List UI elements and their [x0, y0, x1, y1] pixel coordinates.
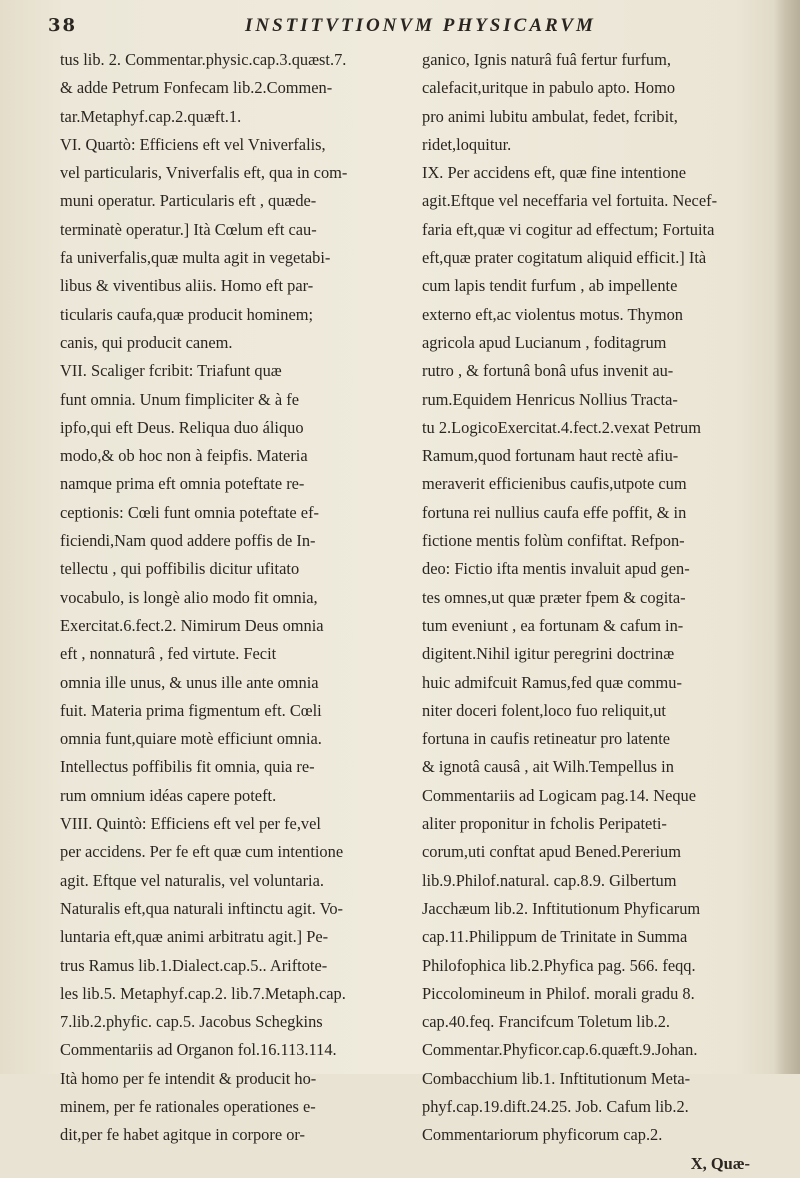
text-line: Commentariis ad Organon fol.16.113.114.: [60, 1040, 337, 1060]
page-number: 38: [48, 15, 78, 36]
text-line: phyf.cap.19.dift.24.25. Job. Cafum lib.2.: [422, 1096, 689, 1116]
text-line: luntaria eft,quæ animi arbitratu agit.] Pe-: [60, 927, 329, 947]
text-line: ticularis caufa,quæ producit hominem;: [60, 304, 314, 324]
text-line: deo: Fictio ifta mentis invaluit apud gen-: [422, 559, 690, 579]
text-line: fictione mentis folùm confiftat. Refpon-: [422, 531, 685, 551]
text-line: corum,uti conftat apud Bened.Pererium: [422, 842, 681, 862]
text-line: fortuna rei nullius caufa effe poffit, & in: [422, 502, 687, 522]
text-line: vocabulo, is longè alio modo fit omnia,: [60, 587, 318, 607]
text-line: calefacit,uritque in pabulo apto. Homo: [422, 78, 676, 98]
text-line: ridet,loquitur.: [422, 134, 512, 154]
text-line: cap.11.Philippum de Trinitate in Summa: [422, 927, 688, 947]
text-line: trus Ramus lib.1.Dialect.cap.5.. Ariftote-: [60, 955, 328, 975]
text-line: libus & viventibus aliis. Homo eft par-: [60, 276, 314, 296]
text-line: funt omnia. Unum fimpliciter & à fe: [60, 389, 299, 409]
text-line: omnia ille unus, & unus ille ante omnia: [60, 672, 319, 692]
text-line: tes omnes,ut quæ præter fpem & cogita-: [422, 587, 686, 607]
text-line: Piccolomineum in Philof. morali gradu 8.: [422, 983, 695, 1003]
text-line: eft , nonnaturâ , fed virtute. Fecit: [60, 644, 277, 664]
text-line: Jacchæum lib.2. Inftitutionum Phyficarum: [422, 898, 701, 918]
text-line: VI. Quartò: Efficiens eft vel Vniverfalis,: [60, 134, 326, 154]
text-line: Commentariis ad Logicam pag.14. Neque: [422, 785, 697, 805]
text-line: tum eveniunt , ea fortunam & cafum in-: [422, 615, 684, 635]
text-line: Ità homo per fe intendit & producit ho-: [60, 1068, 317, 1088]
text-line: eft,quæ prater cogitatum aliquid efficit.] Ità: [422, 248, 707, 268]
text-line: aliter proponitur in fcholis Peripateti-: [422, 814, 667, 834]
text-line: ipfo,qui eft Deus. Reliqua duo áliquo: [60, 417, 304, 437]
text-line: minem, per fe rationales operationes e-: [60, 1096, 316, 1116]
text-line: ganico, Ignis naturâ fuâ fertur furfum,: [422, 50, 671, 69]
text-line: ceptionis: Cœli funt omnia poteftate ef-: [60, 502, 319, 522]
text-line: tellectu , qui poffibilis dicitur ufitato: [60, 559, 300, 579]
text-line: digitent.Nihil igitur peregrini doctrinæ: [422, 644, 675, 664]
text-line: Philofophica lib.2.Phyfica pag. 566. feqq.: [422, 955, 696, 975]
page-header: [40, 10, 770, 40]
text-line: terminatè operatur.] Ità Cœlum eft cau-: [60, 219, 317, 239]
text-line: dit,per fe habet agitque in corpore or-: [60, 1125, 305, 1145]
text-line: rutro , & fortunâ bonâ ufus invenit au-: [422, 361, 674, 381]
text-line: cum lapis tendit furfum , ab impellente: [422, 276, 678, 296]
text-line: Naturalis eft,qua naturali inftinctu agit. Vo-: [60, 898, 343, 918]
text-line: Combacchium lib.1. Inftitutionum Meta-: [422, 1068, 691, 1088]
text-line: tus lib. 2. Commentar.physic.cap.3.quæst.7.: [60, 50, 347, 69]
text-line: modo,& ob hoc non à feipfis. Materia: [60, 446, 308, 466]
text-line: VIII. Quintò: Efficiens eft vel per fe,vel: [60, 814, 321, 834]
text-line: tar.Metaphyf.cap.2.quæft.1.: [60, 106, 242, 126]
text-line: huic admifcuit Ramus,fed quæ commu-: [422, 672, 682, 692]
text-line: tu 2.LogicoExercitat.4.fect.2.vexat Petrum: [422, 417, 702, 437]
running-title: INSTITVTIONVM PHYSICARVM: [245, 15, 596, 36]
text-line: & ignotâ causâ , ait Wilh.Tempellus in: [422, 757, 674, 777]
text-line: agricola apud Lucianum , foditagrum: [422, 332, 667, 352]
text-line: pro animi lubitu ambulat, fedet, fcribit,: [422, 106, 678, 126]
text-line: ficiendi,Nam quod addere poffis de In-: [60, 531, 316, 551]
text-line: fortuna in caufis retineatur pro latente: [422, 729, 671, 749]
text-line: vel particularis, Vniverfalis eft, qua in com-: [60, 163, 348, 183]
text-line: per accidens. Per fe eft quæ cum intentione: [60, 842, 344, 862]
text-line: Exercitat.6.fect.2. Nimirum Deus omnia: [60, 615, 324, 635]
text-line: 7.lib.2.phyfic. cap.5. Jacobus Schegkins: [60, 1012, 323, 1032]
text-line: Commentariorum phyficorum cap.2.: [422, 1125, 663, 1145]
text-line: rum omnium idéas capere poteft.: [60, 785, 277, 805]
text-line: omnia funt,quiare motè efficiunt omnia.: [60, 729, 322, 749]
text-line: niter doceri folent,loco fuo reliquit,ut: [422, 700, 666, 720]
text-line: fuit. Materia prima figmentum eft. Cœli: [60, 700, 322, 720]
text-line: les lib.5. Metaphyf.cap.2. lib.7.Metaph.cap.: [60, 983, 346, 1003]
text-line: agit.Eftque vel neceffaria vel fortuita. Necef-: [422, 191, 718, 211]
right-text-column: [422, 46, 772, 1173]
text-line: externo eft,ac violentus motus. Thymon: [422, 304, 683, 324]
text-line: cap.40.feq. Francifcum Toletum lib.2.: [422, 1012, 670, 1032]
left-text-column: [60, 46, 400, 1145]
text-line: canis, qui producit canem.: [60, 332, 233, 352]
text-line: rum.Equidem Henricus Nollius Tracta-: [422, 389, 678, 409]
text-line: & adde Petrum Fonfecam lib.2.Commen-: [60, 78, 333, 98]
text-line: lib.9.Philof.natural. cap.8.9. Gilbertum: [422, 870, 677, 890]
text-line: Ramum,quod fortunam haut rectè afiu-: [422, 446, 679, 466]
text-line: namque prima eft omnia poteftate re-: [60, 474, 305, 494]
catchword: X, Quæ-: [690, 1153, 750, 1173]
text-line: Intellectus poffibilis fit omnia, quia re-: [60, 757, 315, 777]
text-line: IX. Per accidens eft, quæ fine intentione: [422, 163, 686, 183]
text-line: faria eft,quæ vi cogitur ad effectum; Fortuita: [422, 219, 715, 239]
binding-shadow: [774, 0, 800, 1074]
text-line: Commentar.Phyficor.cap.6.quæft.9.Johan.: [422, 1040, 698, 1060]
text-line: VII. Scaliger fcribit: Triafunt quæ: [60, 361, 282, 381]
text-line: agit. Eftque vel naturalis, vel voluntaria.: [60, 870, 324, 890]
text-line: meraverit efficienibus caufis,utpote cum: [422, 474, 687, 494]
text-line: fa univerfalis,quæ multa agit in vegetabi-: [60, 248, 331, 268]
text-line: muni operatur. Particularis eft , quæde-: [60, 191, 317, 211]
